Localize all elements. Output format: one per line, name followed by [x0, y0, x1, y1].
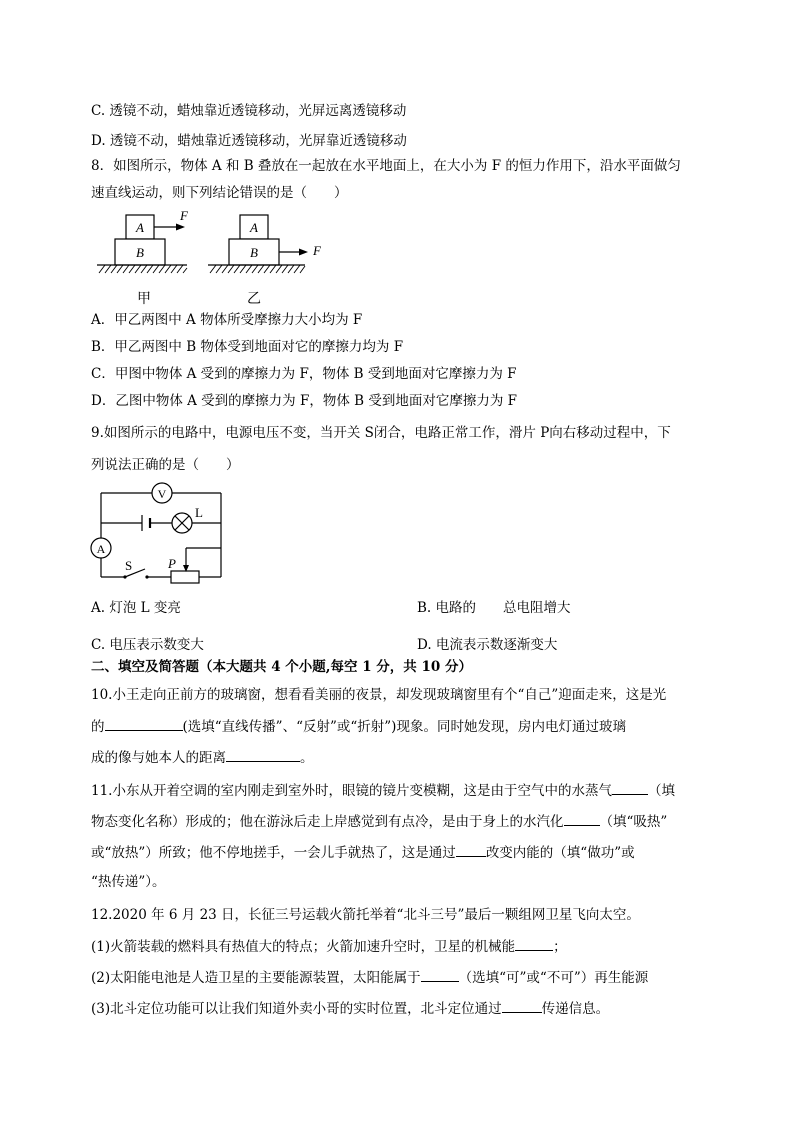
q11-line3	[91, 843, 635, 862]
switch-contact	[145, 575, 148, 578]
q11-line2	[91, 812, 667, 831]
answer-blank	[502, 999, 542, 1013]
ground-hatch	[99, 265, 187, 273]
answer-blank	[105, 717, 183, 731]
q11-text: 11.小东从开着空调的室内刚走到室外时，眼镜的镜片变模糊，这是由于空气中的水蒸气	[91, 783, 612, 799]
q11-text: （填“吸热”	[599, 814, 668, 830]
q9-stem-line1: 9.如图所示的电路中，电源电压不变，当开关 S闭合，电路正常工作，滑片 P向右移动过程中，下	[91, 425, 671, 441]
section-2-heading: 二、填空及简答题（本大题共 4 个小题,每空 1 分，共 10 分）	[91, 659, 472, 675]
q11-text: 或“放热”）所致；他不停地搓手，一会儿手就热了，这是通过	[91, 845, 456, 861]
q12-text: (2)太阳能电池是人造卫星的主要能源装置，太阳能属于	[91, 970, 421, 986]
block-b-label: B	[136, 245, 144, 260]
block-a-label: A	[250, 220, 258, 235]
answer-blank	[226, 748, 300, 762]
q10-text: (选填“直线传播”、“反射”或“折射”)现象。同时她发现，房内电灯通过玻璃	[182, 719, 626, 735]
q9-option-a: A. 灯泡 L 变亮	[91, 600, 181, 616]
force-label: F	[180, 208, 188, 223]
q8-option-c: C．甲图中物体 A 受到的摩擦力为 F，物体 B 受到地面对它摩擦力为 F	[91, 366, 517, 382]
q8-figure	[95, 208, 335, 288]
q11-line1	[91, 781, 675, 800]
q7-option-c: C. 透镜不动，蜡烛靠近透镜移动，光屏远离透镜移动	[91, 103, 407, 119]
q10-text: 成的像与她本人的距离	[91, 750, 226, 766]
answer-blank	[515, 937, 553, 951]
switch-pivot	[123, 575, 126, 578]
switch-label: S	[125, 558, 133, 573]
q10-text: 。	[300, 750, 314, 766]
rheostat-icon	[171, 571, 199, 583]
q9-stem-line2: 列说法正确的是（ ）	[91, 457, 240, 473]
q11-text: 物态变化名称）形成的；他在游泳后走上岸感觉到有点冷，是由于身上的水汽化	[91, 814, 564, 830]
lamp-label: L	[195, 505, 203, 520]
q12-text: ；	[553, 939, 567, 955]
answer-blank	[564, 812, 600, 826]
q8-option-a: A．甲乙两图中 A 物体所受摩擦力大小均为 F	[91, 312, 363, 328]
q12-text: (1)火箭装载的燃料具有热值大的特点；火箭加速升空时，卫星的机械能	[91, 939, 516, 955]
battery-icon	[142, 515, 150, 531]
force-label: F	[313, 243, 321, 258]
q9-option-d: D. 电流表示数逐渐变大	[417, 637, 558, 653]
q11-text: （填	[647, 783, 675, 799]
q9-option-b: B. 电路的 总电阻增大	[417, 600, 571, 616]
q8-stem-line2: 速直线运动，则下列结论错误的是（ ）	[91, 185, 348, 201]
block-a-label: A	[136, 220, 144, 235]
circuit-wires	[101, 493, 221, 577]
q9-circuit-diagram	[88, 478, 230, 586]
figure-label-jia: 甲	[137, 291, 151, 307]
block-b-label: B	[250, 245, 258, 260]
q8-option-b: B．甲乙两图中 B 物体受到地面对它的摩擦力均为 F	[91, 339, 404, 355]
q11-line4: “热传递”）。	[91, 874, 166, 890]
answer-blank	[456, 843, 486, 857]
q7-option-d: D. 透镜不动，蜡烛靠近透镜移动，光屏靠近透镜移动	[91, 133, 407, 149]
voltmeter-label: V	[157, 487, 167, 501]
q8-option-d: D．乙图中物体 A 受到的摩擦力为 F，物体 B 受到地面对它摩擦力为 F	[91, 393, 517, 409]
q8-stem-line1: 8．如图所示，物体 A 和 B 叠放在一起放在水平地面上，在大小为 F 的恒力作用下，沿水平面做匀	[91, 158, 681, 174]
q12-part2	[91, 968, 648, 987]
q12-part1	[91, 937, 567, 956]
force-arrowhead	[299, 249, 308, 256]
q12-line1: 12.2020 年 6 月 23 日，长征三号运载火箭托举着“北斗三号”最后一颗组网卫星飞向太空。	[91, 907, 640, 923]
q12-text: 传递信息。	[541, 1001, 610, 1017]
answer-blank	[421, 968, 459, 982]
figure-jia	[97, 208, 189, 273]
q9-option-c: C. 电压表示数变大	[91, 637, 204, 653]
ground-hatch	[210, 265, 305, 273]
q10-line2	[91, 717, 626, 736]
q12-text: (3)北斗定位功能可以让我们知道外卖小哥的实时位置，北斗定位通过	[91, 1001, 502, 1017]
q12-part3	[91, 999, 609, 1018]
lamp-icon	[172, 513, 192, 533]
figure-label-yi: 乙	[247, 291, 261, 307]
q10-text: 的	[91, 719, 105, 735]
q11-text: 改变内能的（填“做功”或	[485, 845, 635, 861]
q12-text: （选填“可”或“不可”）再生能源	[458, 970, 649, 986]
figure-yi	[208, 215, 322, 273]
answer-blank	[612, 781, 648, 795]
q10-line3	[91, 748, 314, 767]
q10-line1: 10.小王走向正前方的玻璃窗，想看看美丽的夜景，却发现玻璃窗里有个“自己”迎面走来，这是光	[91, 687, 667, 703]
ammeter-label: A	[96, 542, 106, 556]
force-arrowhead	[176, 224, 185, 231]
slider-label: P	[168, 556, 176, 571]
